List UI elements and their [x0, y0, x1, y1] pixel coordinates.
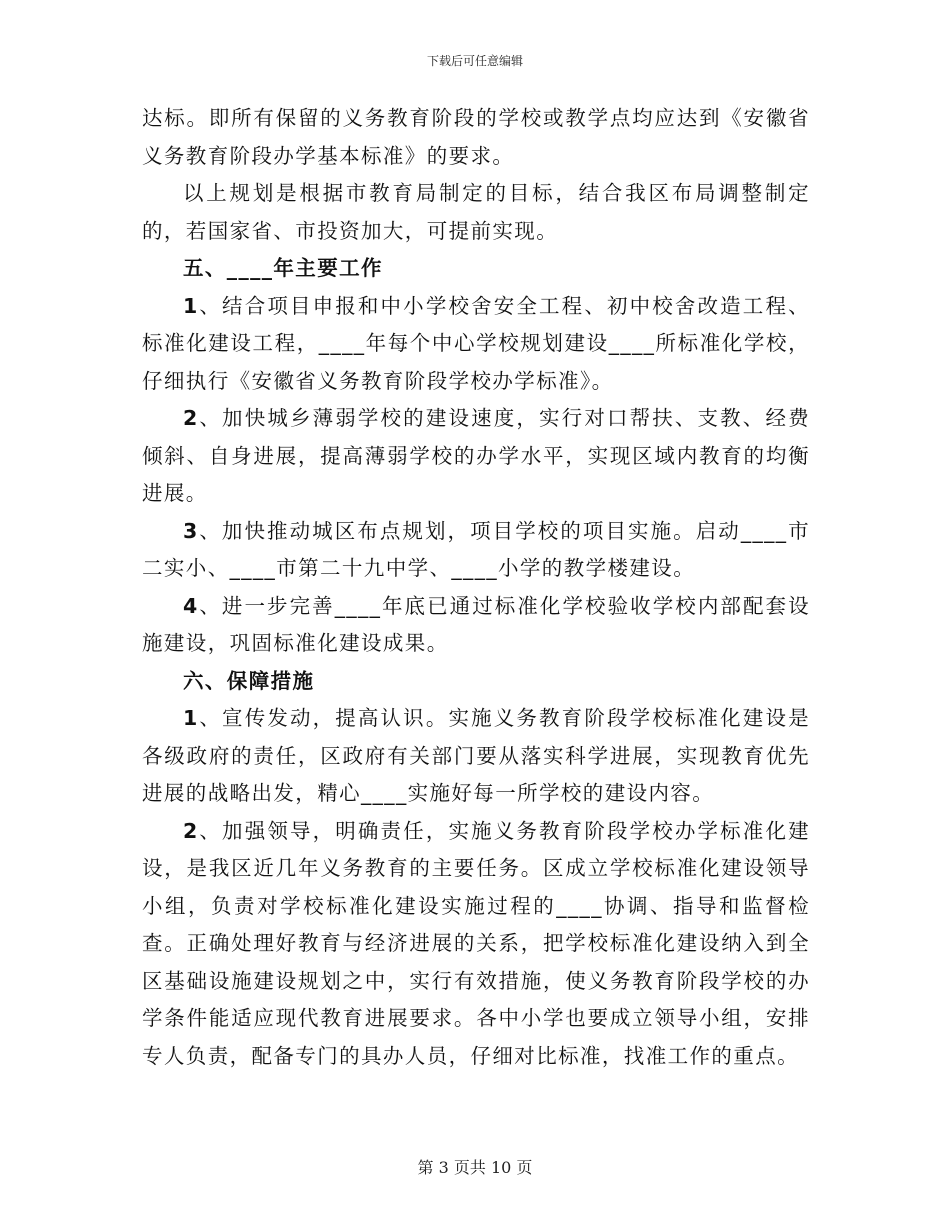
page-header: 下载后可任意编辑 [426, 54, 523, 68]
item-text: 、加快推动城区布点规划，项目学校的项目实施。启动____市二实小、____市第二十九中学、____小学的教学楼建设。 [142, 518, 810, 580]
paragraph-continuation [142, 100, 810, 175]
item-number: 2 [183, 406, 199, 430]
item-number: 1 [183, 706, 199, 730]
section-heading-6 [142, 663, 810, 701]
section-heading-5 [142, 250, 810, 288]
document-body [142, 100, 810, 1075]
paragraph-text: 达标。即所有保留的义务教育阶段的学校或教学点均应达到《安徽省义务教育阶段办学基本标准》的要求。 [142, 106, 810, 168]
item-text: 、加强领导，明确责任，实施义务教育阶段学校办学标准化建设，是我区近几年义务教育的主要任务。区成立学校标准化建设领导小组，负责对学校标准化建设实施过程的____协调、指导和监督检查。正确处理好教育与经济进展的关系，把学校标准化建设纳入到全区基础设施建设规划之中，实行有效措施，使义务教育阶段学校的办学条件能适应现代教育进展要求。各中小学也要成立领导小组，安排专人负责，配备专门的具办人员，仔细对比标准，找准工作的重点。 [142, 818, 810, 1068]
heading-text: 六、保障措施 [183, 668, 315, 693]
list-item [142, 288, 810, 401]
heading-text: 五、____年主要工作 [183, 256, 383, 280]
item-number: 3 [183, 518, 199, 543]
paragraph-body [142, 175, 810, 250]
item-number: 4 [183, 593, 199, 618]
list-item [142, 700, 810, 813]
item-number: 1 [183, 293, 199, 318]
paragraph-text: 以上规划是根据市教育局制定的目标，结合我区布局调整制定的，若国家省、市投资加大，可提前实现。 [142, 181, 810, 243]
item-text: 、加快城乡薄弱学校的建设速度，实行对口帮扶、支教、经费倾斜、自身进展，提高薄弱学校的办学水平，实现区域内教育的均衡进展。 [142, 406, 810, 505]
list-item [142, 513, 810, 588]
item-text: 、进一步完善____年底已通过标准化学校验收学校内部配套设施建设，巩固标准化建设成果。 [142, 593, 810, 655]
list-item [142, 400, 810, 513]
list-item [142, 813, 810, 1076]
list-item [142, 588, 810, 663]
item-text: 、结合项目申报和中小学校舍安全工程、初中校舍改造工程、标准化建设工程，____年每个中心学校规划建设____所标准化学校，仔细执行《安徽省义务教育阶段学校办学标准》。 [142, 293, 810, 393]
item-text: 、宣传发动，提高认识。实施义务教育阶段学校标准化建设是各级政府的责任，区政府有关部门要从落实科学进展，实现教育优先进展的战略出发，精心____实施好每一所学校的建设内容。 [142, 706, 810, 805]
page-footer: 第 3 页共 10 页 [417, 1158, 533, 1177]
item-number: 2 [183, 818, 199, 843]
